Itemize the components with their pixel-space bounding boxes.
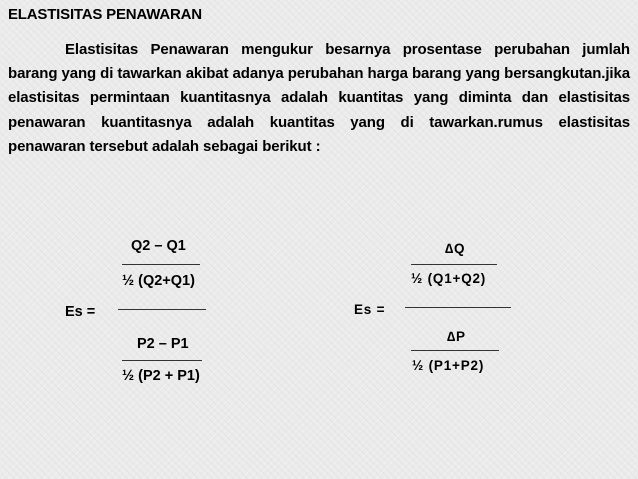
left-top-denominator: ½ (Q2+Q1) (122, 273, 195, 289)
body-paragraph: Elastisitas Penawaran mengukur besarnya prosentase perubahan jumlah barang yang di tawarkan akibat adanya perubahan harga barang yang bersangkutan.jika elastisitas permintaan kuantitasnya adalah kuantitas yang diminta dan elastisitas penawaran kuantitasnya adalah kuantitas yang di tawarkan.rumus elastisitas penawaran tersebut adalah sebagai berikut : (8, 41, 630, 155)
right-main-fraction-bar (405, 307, 511, 308)
right-es-label: Es = (354, 302, 386, 317)
right-bottom-numerator: ∆P (447, 329, 466, 344)
left-bottom-numerator: P2 – P1 (137, 336, 189, 352)
right-top-numerator: ∆Q (445, 241, 466, 256)
left-top-numerator: Q2 – Q1 (131, 238, 186, 254)
left-bottom-denominator: ½ (P2 + P1) (122, 368, 200, 384)
right-bottom-fraction-bar (411, 350, 499, 351)
right-bottom-denominator: ½ (P1+P2) (412, 358, 485, 373)
left-top-fraction-bar (122, 264, 200, 265)
right-top-fraction-bar (411, 264, 497, 265)
page-title: ELASTISITAS PENAWARAN (8, 6, 202, 23)
left-es-label: Es = (65, 304, 96, 320)
left-main-fraction-bar (118, 309, 206, 310)
left-bottom-fraction-bar (122, 360, 202, 361)
right-top-denominator: ½ (Q1+Q2) (411, 271, 487, 286)
